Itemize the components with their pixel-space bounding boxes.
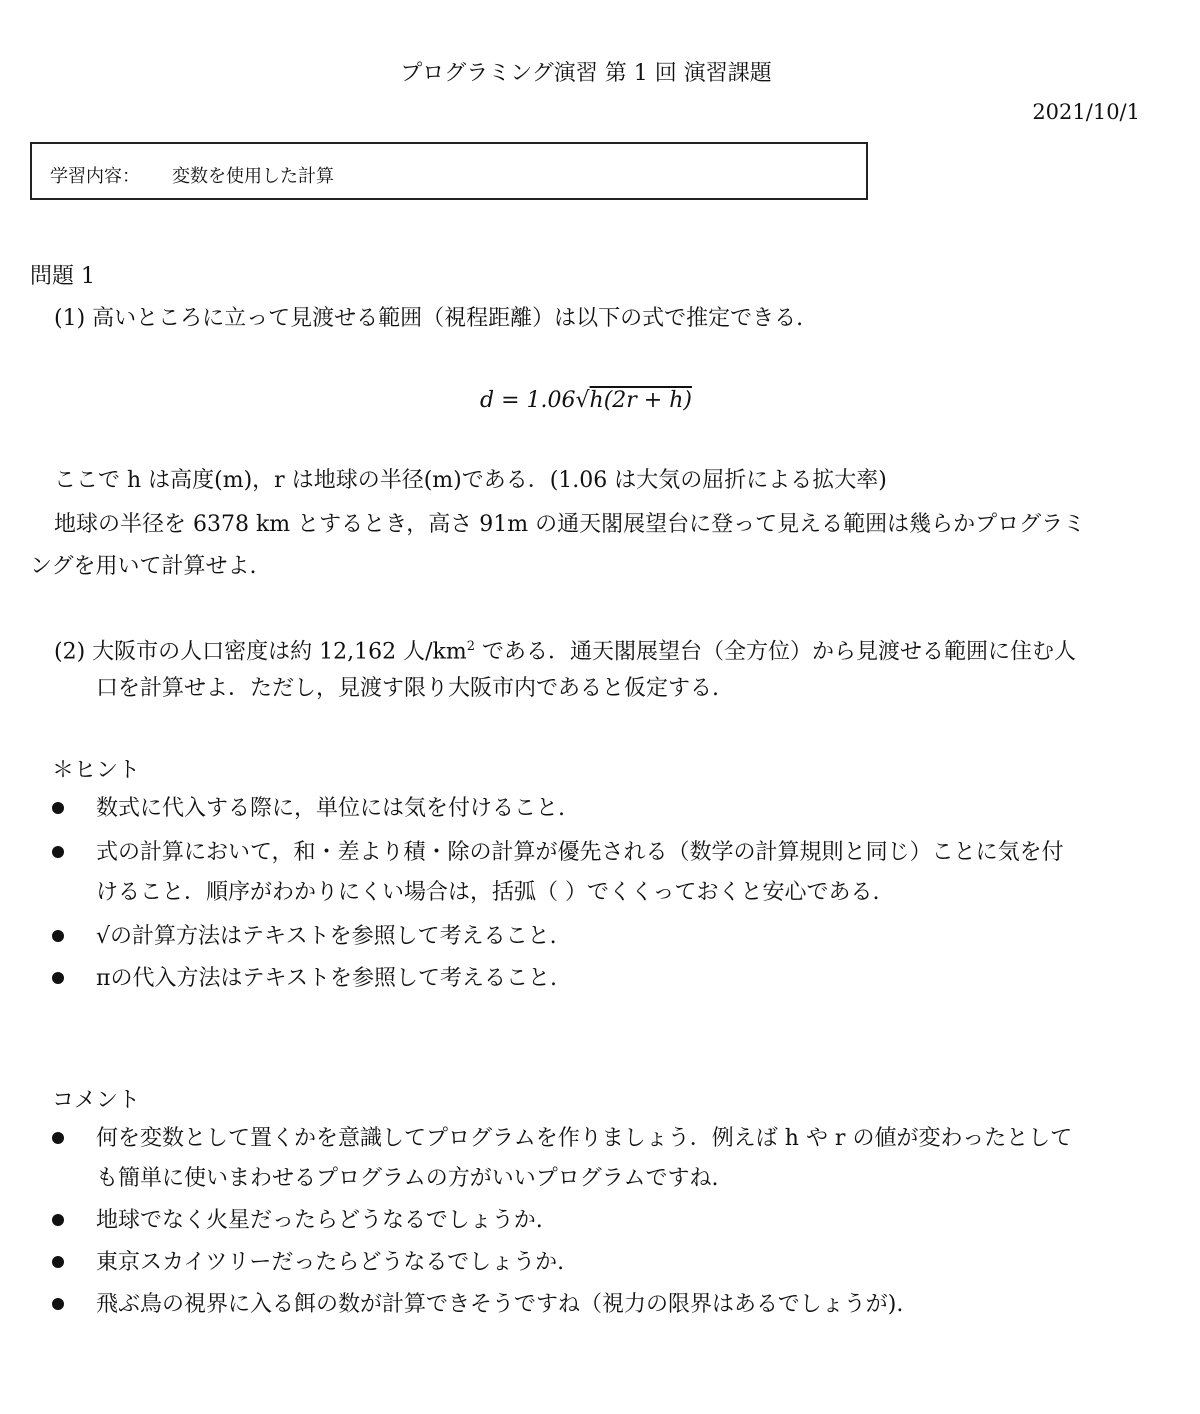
topic-value: 変数を使用した計算 <box>172 166 334 187</box>
bullet-icon <box>52 1256 64 1268</box>
comment-item: 何を変数として置くかを意識してプログラムを作りましょう．例えば h や r の値が変わったとして <box>96 1126 1073 1151</box>
q1-line1: (1) 高いところに立って見渡せる範囲（視程距離）は以下の式で推定できる. <box>54 306 804 331</box>
bullet-icon <box>52 846 64 858</box>
hint-item: πの代入方法はテキストを参照して考えること. <box>96 966 558 991</box>
formula-radicand: h(2r + h) <box>589 388 692 413</box>
hint-item: 数式に代入する際に，単位には気を付けること. <box>96 796 565 821</box>
topic-label: 学習内容： <box>50 166 140 187</box>
q2-line1 <box>54 632 1076 667</box>
topic-box <box>30 142 868 200</box>
bullet-icon <box>52 1214 64 1226</box>
hint-item-continued: けること．順序がわかりにくい場合は，括弧（ ）でくくっておくと安心である. <box>96 880 880 905</box>
comment-item: 東京スカイツリーだったらどうなるでしょうか. <box>96 1250 565 1275</box>
formula <box>0 388 1172 413</box>
page-title: プログラミング演習 第 1 回 演習課題 <box>400 61 772 86</box>
q2-line1-post: である．通天閣展望台（全方位）から見渡せる範囲に住む人 <box>475 639 1077 665</box>
hint-item: √の計算方法はテキストを参照して考えること. <box>96 924 557 949</box>
bullet-icon <box>52 1298 64 1310</box>
bullet-icon <box>52 1132 64 1144</box>
date: 2021/10/1 <box>1032 100 1140 124</box>
sqrt-symbol: √ <box>575 388 590 413</box>
hint-item: 式の計算において，和・差より積・除の計算が優先される（数学の計算規則と同じ）ことに気を付 <box>96 840 1064 865</box>
bullet-icon <box>52 930 64 942</box>
comment-item: 地球でなく火星だったらどうなるでしょうか. <box>96 1208 543 1233</box>
comment-item-continued: も簡単に使いまわせるプログラムの方がいいプログラムですね. <box>96 1166 719 1191</box>
hints-heading: ＊ヒント <box>52 758 141 783</box>
comment-item: 飛ぶ鳥の視界に入る餌の数が計算できそうですね（視力の限界はあるでしょうが). <box>96 1292 904 1317</box>
formula-left: d = 1.06 <box>480 388 576 413</box>
q2-line1-pre: (2) 大阪市の人口密度は約 12,162 人/km <box>54 639 467 665</box>
problem-heading: 問題 1 <box>30 264 95 289</box>
q1-explain: ここで h は高度(m)，r は地球の半径(m)である．(1.06 は大気の屈折による拡大率) <box>54 468 887 493</box>
bullet-icon <box>52 802 64 814</box>
q1-task-line2: ングを用いて計算せよ. <box>30 554 257 579</box>
comments-heading: コメント <box>52 1088 141 1113</box>
q2-line2: 口を計算せよ．ただし，見渡す限り大阪市内であると仮定する. <box>96 676 719 701</box>
bullet-icon <box>52 972 64 984</box>
q2-line1-sup: 2 <box>466 639 476 654</box>
q1-task-line1: 地球の半径を 6378 km とするとき，高さ 91m の通天閣展望台に登って見える範囲は幾らかプログラミ <box>54 512 1086 537</box>
